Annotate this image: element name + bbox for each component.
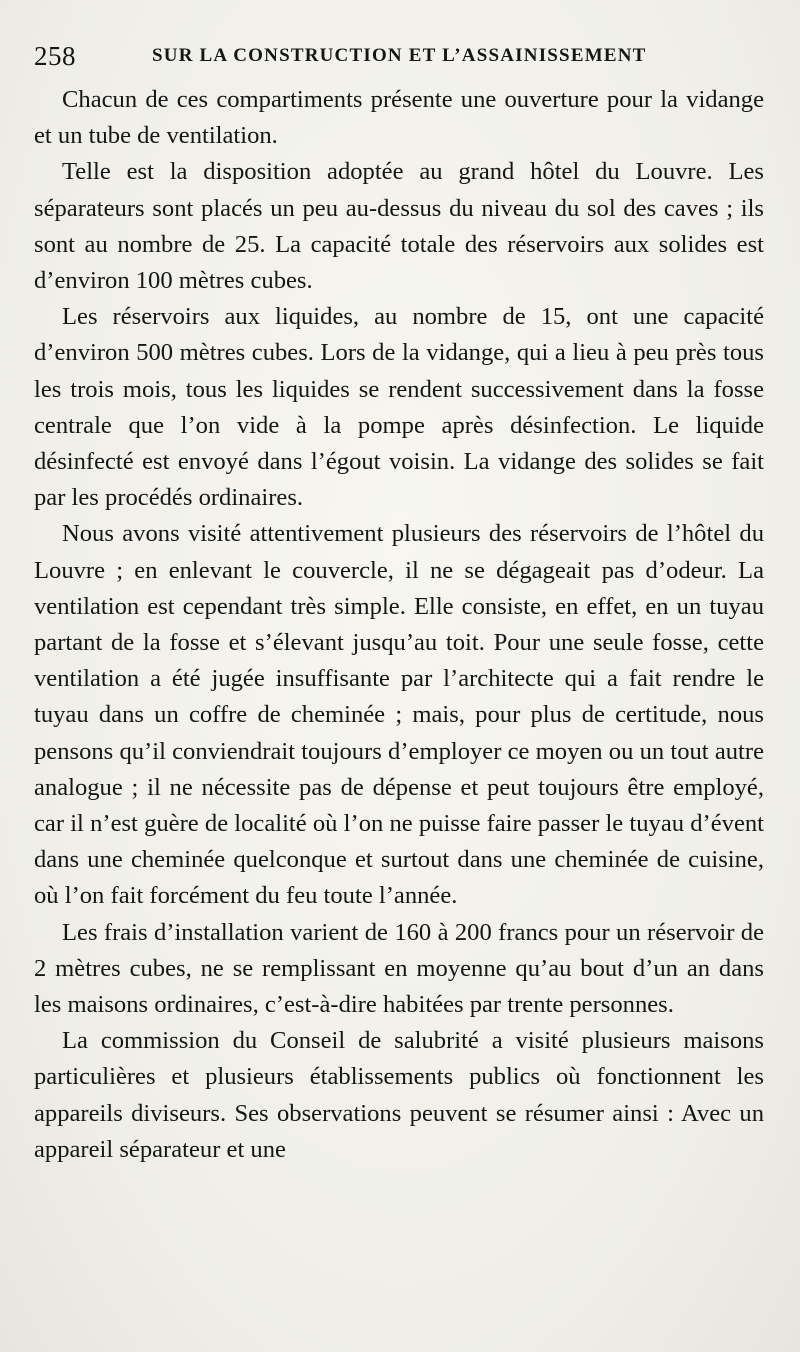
paragraph-louvre-disposition: Telle est la disposition adoptée au grand hôtel du Louvre. Les séparateurs sont placés un peu au-dessus du niveau du sol des caves ; ils sont au nombre de 25. La capacité totale des réservoirs aux solides est d’environ 100 mètres cubes. (34, 158, 764, 295)
paragraph-liquid-reservoirs: Les réservoirs aux liquides, au nombre de 15, ont une capacité d’environ 500 mètres cubes. Lors de la vidange, qui a lieu à peu près tous les trois mois, tous les liquides se rendent successivement dans la fosse centrale que l’on vide à la pompe après désinfection. Le liquide désinfecté est envoyé dans l’égout voisin. La vidange des solides se fait par les procédés ordinaires. (34, 303, 764, 512)
body-text (34, 82, 764, 1168)
paragraph-installation-costs: Les frais d’installation varient de 160 à 200 francs pour un réservoir de 2 mètres cubes, ne se remplissant en moyenne qu’au bout d’un an dans les maisons ordinaires, c’est-à-dire habitées par trente personnes. (34, 918, 764, 1019)
paragraph-commission: La commission du Conseil de salubrité a visité plusieurs maisons particulières et plusieurs établissements publics où fonctionnent les appareils diviseurs. Ses observations peuvent se résumer ainsi : Avec un appareil séparateur et une (34, 1027, 764, 1163)
page-header (34, 38, 762, 74)
paragraph-compartments: Chacun de ces compartiments présente une ouverture pour la vidange et un tube de ventilation. (34, 86, 764, 150)
paragraph-ventilation: Nous avons visité attentivement plusieurs des réservoirs de l’hôtel du Louvre ; en enlevant le couvercle, il ne se dégageait pas d’odeur. La ventilation est cependant très simple. Elle consiste, en effet, en un tuyau partant de la fosse et s’élevant jusqu’au toit. Pour une seule fosse, cette ventilation a été jugée insuffisante par l’architecte qui a fait rendre le tuyau dans un coffre de cheminée ; mais, pour plus de certitude, nous pensons qu’il conviendrait toujours d’employer ce moyen ou un tout autre analogue ; il ne nécessite pas de dépense et peut toujours être employé, car il n’est guère de localité où l’on ne puisse faire passer le tuyau d’évent dans une cheminée quelconque et surtout dans une cheminée de cuisine, où l’on fait forcément du feu toute l’année. (34, 520, 764, 910)
running-title: SUR LA CONSTRUCTION ET L’ASSAINISSEMENT (152, 45, 647, 66)
page-number: 258 (34, 41, 76, 71)
